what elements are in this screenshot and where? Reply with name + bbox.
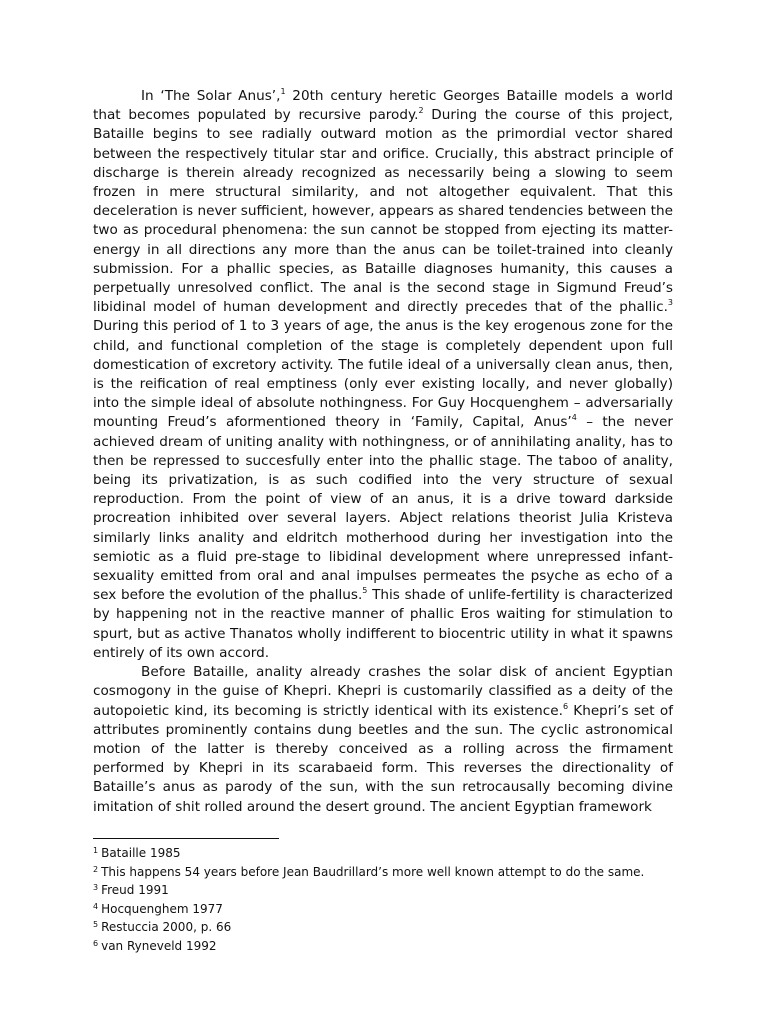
footnote-text: Hocquenghem 1977 <box>101 901 223 916</box>
footnote-number: 2 <box>93 864 99 874</box>
footnote-ref[interactable]: 3 <box>667 298 673 308</box>
footnote-number: 3 <box>93 883 99 892</box>
text-run: – the never achieved dream of uniting anality with nothingness, or of annihilating anality, has to then be repressed to succesfully enter into the phallic stage. The taboo of anality, being its privatization, is as such codified into the very structure of sexual reproduction. From the point of view of an anus, it is a drive toward darkside procreation inhibited over several layers. Abject relations theorist Julia Kristeva similarly links anality and eldritch motherhood during her investigation into the semiotic as a fluid pre-stage to libidinal development where unrepressed infant-sexuality emitted from oral and anal impulses permeates the psyche as echo of a sex before the evolution of the phallus. <box>93 414 673 604</box>
footnote-text: Restuccia 2000, p. 66 <box>101 920 232 934</box>
document-body <box>93 87 673 817</box>
footnote-ref[interactable]: 6 <box>562 701 569 711</box>
text-run: Khepri’s set of attributes prominently contains dung beetles and the sun. The cyclic astronomical motion of the latter is thereby conceived as a rolling across the firmament performed by Khepri in its scarabaeid form. This reverses the directionality of Bataille’s anus as parody of the sun, with the sun retrocausally becoming divine imitation of shit rolled around the desert ground. The ancient Egyptian framework <box>93 702 673 815</box>
paragraph-2 <box>93 663 673 817</box>
paragraph-1 <box>93 87 673 663</box>
text-run: Before Bataille, anality already crashes the solar disk of ancient Egyptian cosmogony in the guise of Khepri. Khepri is customarily classified as a deity of the autopoietic kind, its becoming is strictly identical with its existence. <box>93 664 673 719</box>
footnote-separator <box>93 838 279 839</box>
text-run: 20th century heretic Georges Bataille models a world that becomes populated by recursive parody. <box>93 88 673 124</box>
footnote-ref[interactable]: 5 <box>362 586 368 596</box>
footnote-number: 1 <box>93 846 99 855</box>
footnote-text: van Ryneveld 1992 <box>101 938 217 953</box>
footnote-item <box>93 862 693 881</box>
footnote-item <box>93 917 693 936</box>
text-run: This shade of unlife-fertility is characterized by happening not in the reactive manner of phallic Eros waiting for stimulation to spurt, but as active Thanatos wholly indifferent to biocentric utility in what it spawns entirely of its own accord. <box>93 587 673 661</box>
footnote-ref[interactable]: 4 <box>571 413 577 423</box>
footnote-item <box>93 899 693 918</box>
footnote-item <box>93 880 693 899</box>
footnote-text: This happens 54 years before Jean Baudrillard’s more well known attempt to do the same. <box>101 864 645 879</box>
footnote-ref[interactable]: 1 <box>280 87 286 96</box>
footnote-ref[interactable]: 2 <box>418 106 424 116</box>
text-run: During the course of this project, Bataille begins to see radially outward motion as the primordial vector shared between the respectively titular star and orifice. Crucially, this abstract principle of discharge is therein already recognized as necessarily being a slowing to seem frozen in mere structural similarity, and not altogether equivalent. That this deceleration is never sufficient, however, appears as shared tendencies between the two as procedural phenomena: the sun cannot be stopped from ejecting its matter-energy in all directions any more than the anus can be toilet-trained into cleanly submission. For a phallic species, as Bataille diagnoses humanity, this causes a perpetually unresolved conflict. The anal is the second stage in Sigmund Freud’s libidinal model of human development and directly precedes that of the phallic. <box>93 107 673 316</box>
footnote-text: Freud 1991 <box>101 883 169 897</box>
footnotes-list <box>93 843 693 954</box>
footnote-number: 4 <box>93 901 99 911</box>
text-run: In ‘The Solar Anus’, <box>141 88 281 104</box>
text-run: During this period of 1 to 3 years of age, the anus is the key erogenous zone for the child, and functional completion of the stage is completely dependent upon full domestication of excretory activity. The futile ideal of a universally clean anus, then, is the reification of real emptiness (only ever existing locally, and never globally) into the simple ideal of absolute nothingness. For Guy Hocquenghem – adversarially mounting Freud’s aformentioned theory in ‘Family, Capital, Anus’ <box>93 318 673 431</box>
footnote-number: 5 <box>93 920 99 929</box>
footnote-item <box>93 843 693 862</box>
footnote-text: Bataille 1985 <box>101 846 181 860</box>
footnote-number: 6 <box>93 938 99 948</box>
footnote-item <box>93 936 693 955</box>
